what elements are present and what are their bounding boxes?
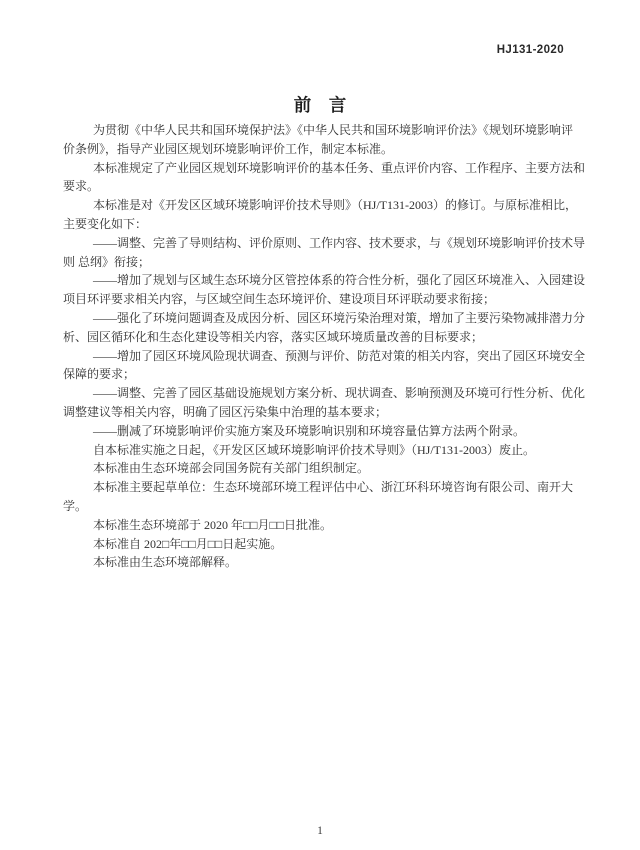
page-title: 前 言 (293, 95, 347, 115)
paragraph-line: 本标准规定了产业园区规划环境影响评价的基本任务、重点评价内容、工作程序、主要方法和 (93, 160, 586, 175)
paragraph-line: ——删减了环境影响评价实施方案及环境影响识别和环境容量估算方法两个附录。 (93, 423, 526, 438)
paragraph-line: 则 总纲》衔接； (63, 254, 151, 269)
paragraph-line: ——强化了环境问题调查及成因分析、园区环境污染治理对策，增加了主要污染物减排潜力分 (93, 310, 586, 325)
paragraph-line: 主要变化如下： (63, 216, 148, 231)
paragraph-line: 本标准是对《开发区区域环境影响评价技术导则》（HJ/T131-2003）的修订。与原标准相比， (93, 198, 577, 213)
paragraph-line: 学。 (63, 498, 88, 513)
paragraph-line: 保障的要求； (63, 367, 136, 382)
paragraph-line: 自本标准实施之日起，《开发区区域环境影响评价技术导则》（HJ/T131-2003）废止。 (93, 442, 535, 457)
paragraph-line: ——增加了园区环境风险现状调查、预测与评价、防范对策的相关内容，突出了园区环境安全 (93, 348, 586, 363)
paragraph-line: 调整建议等相关内容，明确了园区污染集中治理的基本要求； (63, 404, 388, 419)
paragraph-line: ——调整、完善了园区基础设施规划方案分析、现状调查、影响预测及环境可行性分析、优化 (93, 386, 586, 401)
paragraph-line: 要求。 (63, 179, 100, 194)
paragraph-line: ——增加了规划与区域生态环境分区管控体系的符合性分析，强化了园区环境准入、入园建设 (93, 273, 586, 288)
document-body (63, 121, 586, 572)
standard-number: HJ131-2020 (496, 44, 564, 56)
paragraph-line: 本标准由生态环境部会同国务院有关部门组织制定。 (93, 461, 370, 476)
paragraph-line: 析、园区循环化和生态化建设等相关内容，落实区域环境质量改善的目标要求； (63, 329, 484, 344)
paragraph-line: 价条例》，指导产业园区规划环境影响评价工作，制定本标准。 (63, 141, 394, 156)
paragraph-line: ——调整、完善了导则结构、评价原则、工作内容、技术要求，与《规划环境影响评价技术导 (93, 235, 586, 250)
page-number: 1 (317, 825, 323, 837)
paragraph-line: 本标准主要起草单位：生态环境部环境工程评估中心、浙江环科环境咨询有限公司、南开大 (93, 480, 574, 495)
paragraph-line: 本标准生态环境部于 2020 年□□月□□日批准。 (93, 517, 332, 532)
paragraph-line: 本标准由生态环境部解释。 (93, 555, 238, 570)
paragraph-line: 为贯彻《中华人民共和国环境保护法》《中华人民共和国环境影响评价法》《规划环境影响评 (93, 123, 574, 137)
paragraph-line: 本标准自 202□年□□月□□日起实施。 (93, 536, 283, 551)
paragraph-line: 项目环评要求相关内容，与区域空间生态环境评价、建设项目环评联动要求衔接； (63, 292, 496, 307)
